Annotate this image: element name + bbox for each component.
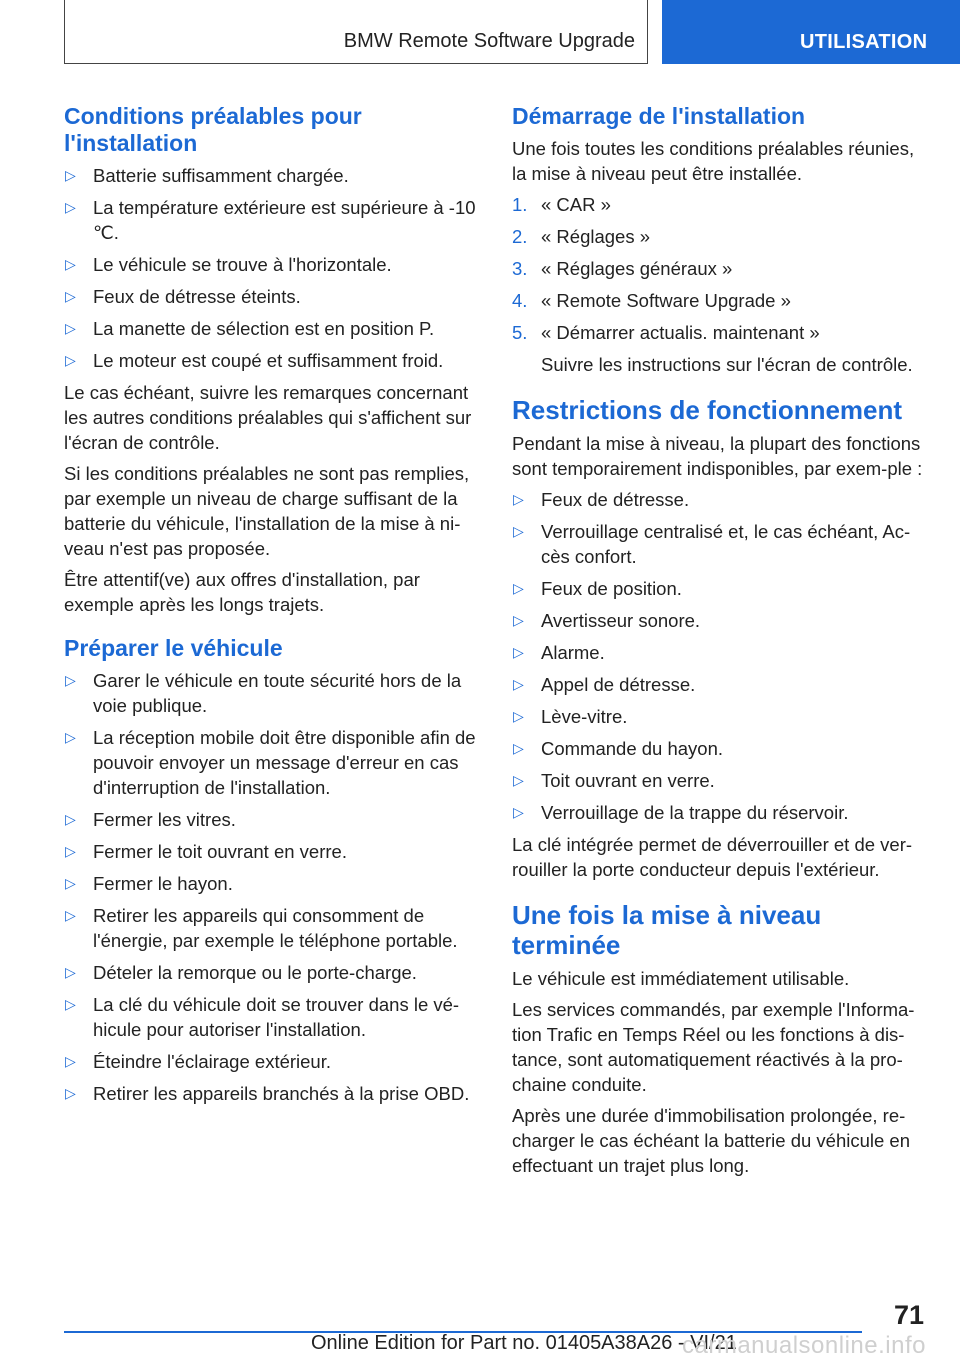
triangle-bullet-icon: ▷	[513, 708, 524, 724]
triangle-bullet-icon: ▷	[65, 199, 76, 215]
prereq-paragraph: Si les conditions préalables ne sont pas remplies, par exemple un niveau de charge suffisant de la batterie du véhicule, l'installation de la mise à ni-veau n'est pas proposée.	[64, 463, 470, 559]
prereq-heading: Conditions préalables pour l'installation	[64, 103, 362, 156]
list-item: ▷ Alarme.	[513, 642, 605, 663]
list-item: ▷ Feux de détresse.	[513, 489, 690, 510]
list-item: ▷ Verrouillage de la trappe du réservoir.	[513, 802, 849, 823]
header-section-label: UTILISATION	[800, 31, 928, 53]
triangle-bullet-icon: ▷	[513, 523, 524, 539]
triangle-bullet-icon: ▷	[65, 907, 76, 923]
restrictions-intro: Pendant la mise à niveau, la plupart des fonctions sont temporairement indisponibles, par exem-ple :	[512, 433, 923, 479]
triangle-bullet-icon: ▷	[65, 875, 76, 891]
done-paragraph: Après une durée d'immobilisation prolongée, re-charger le cas échéant la batterie du véhicule en effectuant un trajet plus long.	[512, 1105, 911, 1176]
list-item: ▷ La réception mobile doit être disponible afin de pouvoir envoyer un message d'erreur en cas d'interruption de l'installation.	[65, 727, 476, 798]
list-item: ▷ Lève-vitre.	[513, 706, 628, 727]
done-paragraph: Les services commandés, par exemple l'Informa-tion Trafic en Temps Réel ou les fonctions à dis-tance, sont automatiquement réactivés à la pro-chaine conduite.	[512, 999, 915, 1095]
step-number: 1.	[512, 194, 528, 215]
triangle-bullet-icon: ▷	[65, 1053, 76, 1069]
right-column	[512, 103, 930, 1184]
header-title: BMW Remote Software Upgrade	[343, 30, 635, 52]
triangle-bullet-icon: ▷	[65, 996, 76, 1012]
step-number: 4.	[512, 290, 528, 311]
list-item: ▷ Verrouillage centralisé et, le cas échéant, Ac-cès confort.	[513, 521, 911, 567]
start-heading: Démarrage de l'installation	[512, 103, 806, 129]
step-item: 5. « Démarrer actualis. maintenant »	[512, 322, 820, 343]
footer-edition: Online Edition for Part no. 01405A38A26 - VI/21	[311, 1332, 737, 1354]
done-paragraph: Le véhicule est immédiatement utilisable.	[512, 968, 850, 989]
list-item: ▷ Fermer le toit ouvrant en verre.	[65, 841, 347, 862]
triangle-bullet-icon: ▷	[65, 320, 76, 336]
prereq-paragraph: Le cas échéant, suivre les remarques concernant les autres conditions préalables qui s'affichent sur l'écran de contrôle.	[64, 382, 472, 453]
list-item: ▷ Garer le véhicule en toute sécurité hors de la voie publique.	[65, 670, 462, 716]
done-heading: Une fois la mise à niveau terminée	[512, 900, 822, 960]
triangle-bullet-icon: ▷	[65, 256, 76, 272]
list-item: ▷ Avertisseur sonore.	[513, 610, 701, 631]
prepare-list	[64, 668, 482, 1106]
step-item: 1. « CAR »	[512, 194, 611, 215]
triangle-bullet-icon: ▷	[65, 811, 76, 827]
prereq-paragraph: Être attentif(ve) aux offres d'installation, par exemple après les longs trajets.	[64, 569, 420, 615]
list-item: ▷ Le véhicule se trouve à l'horizontale.	[65, 254, 392, 275]
list-item: ▷ Feux de détresse éteints.	[65, 286, 301, 307]
list-item: ▷ Fermer les vitres.	[65, 809, 236, 830]
step-number: 3.	[512, 258, 528, 279]
triangle-bullet-icon: ▷	[65, 843, 76, 859]
list-item: ▷ Feux de position.	[513, 578, 682, 599]
steps-note: Suivre les instructions sur l'écran de contrôle.	[541, 354, 913, 375]
header-section-tab	[662, 0, 960, 64]
header-title-box	[64, 0, 648, 64]
step-item: 2. « Réglages »	[512, 226, 651, 247]
list-item: ▷ Le moteur est coupé et suffisamment froid.	[65, 350, 444, 371]
triangle-bullet-icon: ▷	[65, 729, 76, 745]
triangle-bullet-icon: ▷	[513, 491, 524, 507]
restrictions-list	[512, 487, 930, 825]
list-item: ▷ La clé du véhicule doit se trouver dans le vé-hicule pour autoriser l'installation.	[65, 994, 460, 1040]
list-item: ▷ Retirer les appareils branchés à la prise OBD.	[65, 1083, 470, 1104]
prereq-list	[64, 163, 482, 373]
triangle-bullet-icon: ▷	[513, 580, 524, 596]
triangle-bullet-icon: ▷	[65, 167, 76, 183]
list-item: ▷ La manette de sélection est en position P.	[65, 318, 435, 339]
triangle-bullet-icon: ▷	[65, 672, 76, 688]
triangle-bullet-icon: ▷	[513, 740, 524, 756]
start-intro: Une fois toutes les conditions préalables réunies, la mise à niveau peut être installée.	[512, 138, 915, 184]
step-number: 2.	[512, 226, 528, 247]
triangle-bullet-icon: ▷	[513, 804, 524, 820]
triangle-bullet-icon: ▷	[513, 644, 524, 660]
list-item: ▷ Fermer le hayon.	[65, 873, 233, 894]
steps-list	[512, 192, 930, 345]
step-item: 4. « Remote Software Upgrade »	[512, 290, 791, 311]
step-number: 5.	[512, 322, 528, 343]
triangle-bullet-icon: ▷	[513, 612, 524, 628]
list-item: ▷ Dételer la remorque ou le porte-charge.	[65, 962, 417, 983]
watermark: carmanualsonline.info	[682, 1332, 926, 1359]
triangle-bullet-icon: ▷	[65, 288, 76, 304]
triangle-bullet-icon: ▷	[65, 964, 76, 980]
list-item: ▷ Batterie suffisamment chargée.	[65, 165, 349, 186]
list-item: ▷ Retirer les appareils qui consomment de l'énergie, par exemple le téléphone portable.	[65, 905, 458, 951]
restrictions-heading: Restrictions de fonctionnement	[512, 395, 903, 425]
triangle-bullet-icon: ▷	[65, 1085, 76, 1101]
list-item: ▷ Éteindre l'éclairage extérieur.	[65, 1051, 331, 1072]
prepare-heading: Préparer le véhicule	[64, 635, 283, 661]
triangle-bullet-icon: ▷	[513, 676, 524, 692]
list-item: ▷ La température extérieure est supérieure à -10 ℃.	[65, 197, 476, 243]
triangle-bullet-icon: ▷	[513, 772, 524, 788]
step-item: 3. « Réglages généraux »	[512, 258, 733, 279]
list-item: ▷ Commande du hayon.	[513, 738, 724, 759]
left-column	[64, 103, 482, 1113]
triangle-bullet-icon: ▷	[65, 352, 76, 368]
list-item: ▷ Appel de détresse.	[513, 674, 696, 695]
page-number: 71	[893, 1300, 924, 1330]
list-item: ▷ Toit ouvrant en verre.	[513, 770, 715, 791]
restrictions-outro: La clé intégrée permet de déverrouiller et de ver-rouiller la porte conducteur depuis l'extérieur.	[512, 834, 913, 880]
